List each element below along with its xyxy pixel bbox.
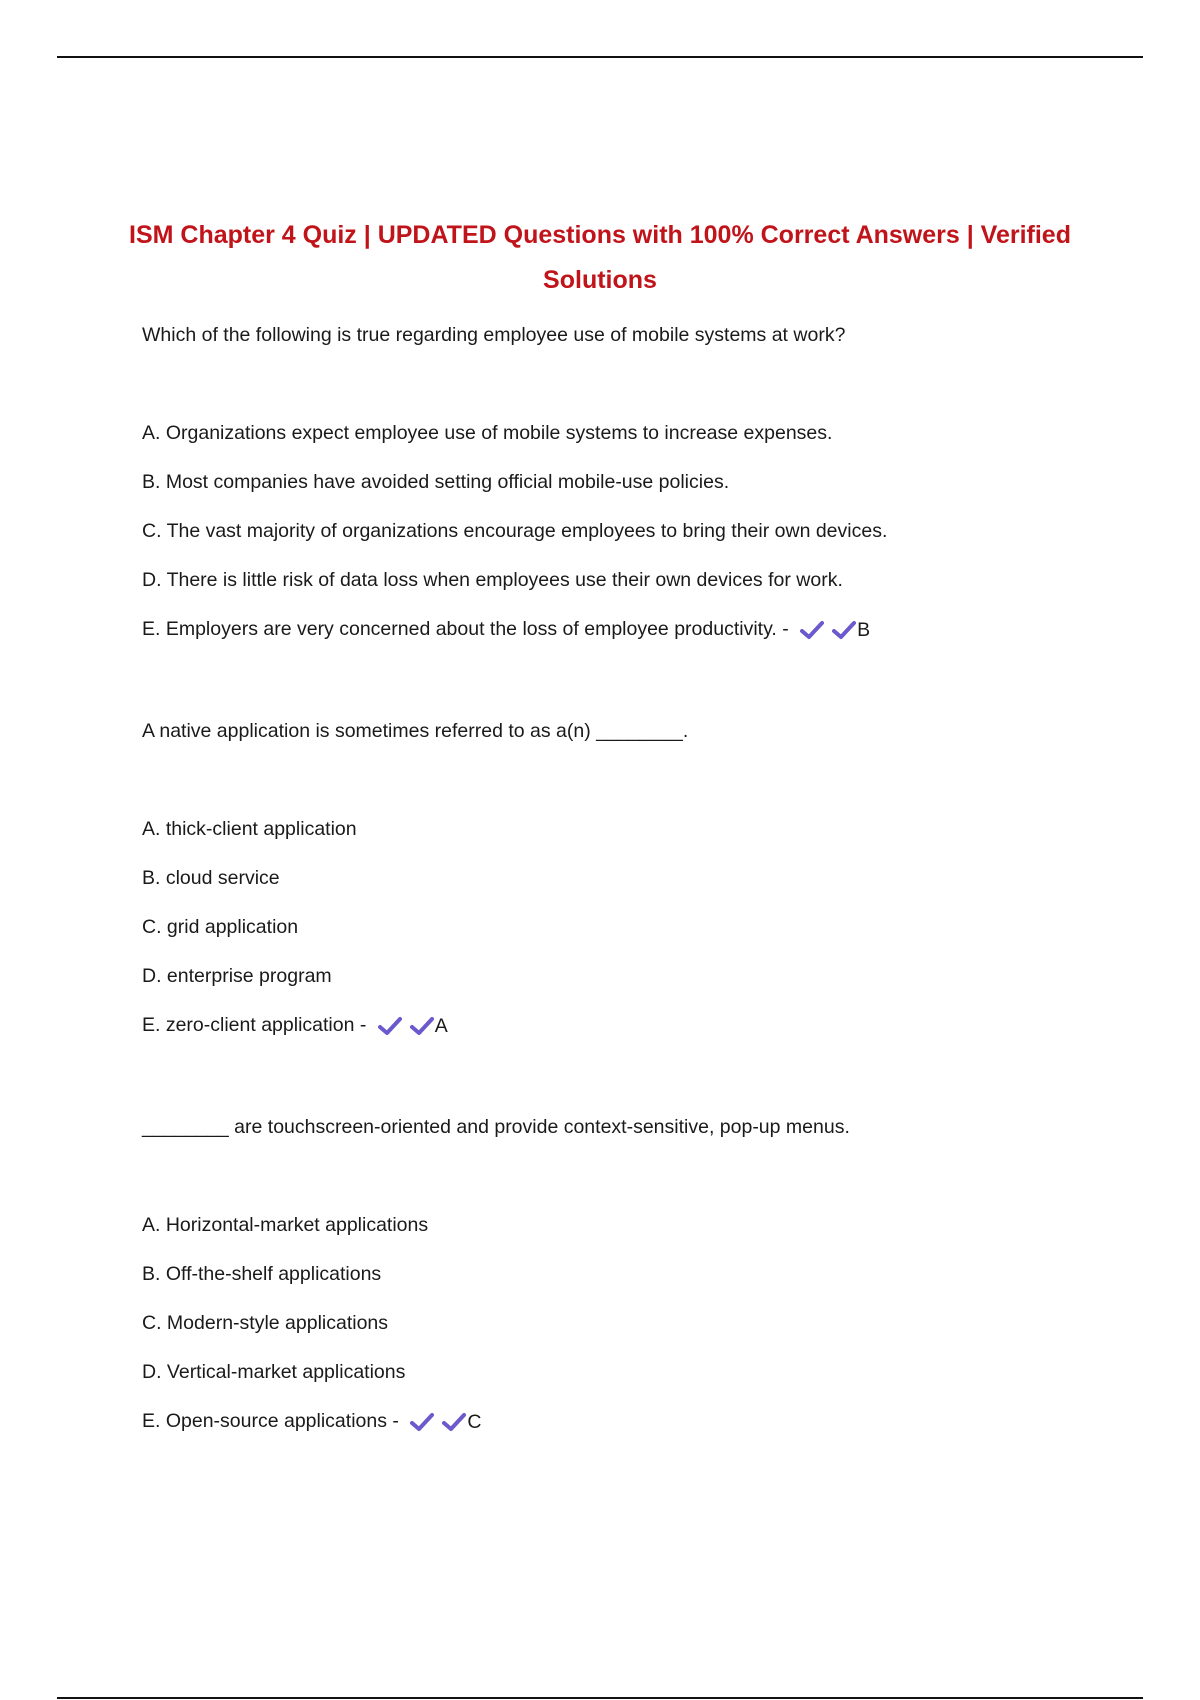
answer-letter: A (434, 1014, 448, 1037)
option-list (142, 416, 1142, 646)
question-block-3 (142, 1110, 1142, 1453)
question-text: ________ are touchscreen-oriented and provide context-sensitive, pop-up menus. (142, 1116, 850, 1138)
option-b: B. Most companies have avoided setting official mobile-use policies. (142, 471, 730, 493)
checkmark-icon (442, 1412, 466, 1432)
option-c: C. grid application (142, 916, 299, 938)
option-e-text: E. zero-client application - (142, 1014, 367, 1036)
option-b: B. cloud service (142, 867, 280, 889)
checkmark-icon (800, 620, 824, 640)
answer-letter: C (467, 1410, 482, 1433)
document-title: ISM Chapter 4 Quiz | UPDATED Questions with 100% Correct Answers | Verified Solutions (129, 221, 1071, 294)
option-e-text: E. Open-source applications - (142, 1410, 399, 1432)
question-block-2 (142, 714, 1142, 1057)
option-e (142, 1404, 1142, 1438)
option-list (142, 1208, 1142, 1438)
checkmark-icon (410, 1016, 434, 1036)
option-d: D. enterprise program (142, 965, 332, 987)
header-rule (57, 56, 1143, 58)
question-block-1 (142, 318, 1142, 661)
option-a: A. Horizontal-market applications (142, 1214, 429, 1236)
footer-rule (57, 1697, 1143, 1699)
option-e (142, 1008, 1142, 1042)
option-a: A. Organizations expect employee use of mobile systems to increase expenses. (142, 422, 833, 444)
option-d: D. There is little risk of data loss when employees use their own devices for work. (142, 569, 843, 591)
checkmark-icon (410, 1412, 434, 1432)
option-c: C. The vast majority of organizations encourage employees to bring their own devices. (142, 520, 888, 542)
correct-answer-mark (800, 613, 870, 647)
checkmark-icon (832, 620, 856, 640)
option-list (142, 812, 1142, 1042)
question-text: A native application is sometimes referred to as a(n) ________. (142, 720, 689, 742)
option-b: B. Off-the-shelf applications (142, 1263, 382, 1285)
option-e (142, 612, 1142, 646)
answer-letter: B (857, 618, 871, 641)
correct-answer-mark (378, 1009, 448, 1043)
option-c: C. Modern-style applications (142, 1312, 389, 1334)
correct-answer-mark (410, 1405, 481, 1439)
option-e-text: E. Employers are very concerned about the loss of employee productivity. - (142, 618, 789, 640)
question-text: Which of the following is true regarding employee use of mobile systems at work? (142, 324, 846, 346)
checkmark-icon (378, 1016, 402, 1036)
option-d: D. Vertical-market applications (142, 1361, 406, 1383)
option-a: A. thick-client application (142, 818, 357, 840)
